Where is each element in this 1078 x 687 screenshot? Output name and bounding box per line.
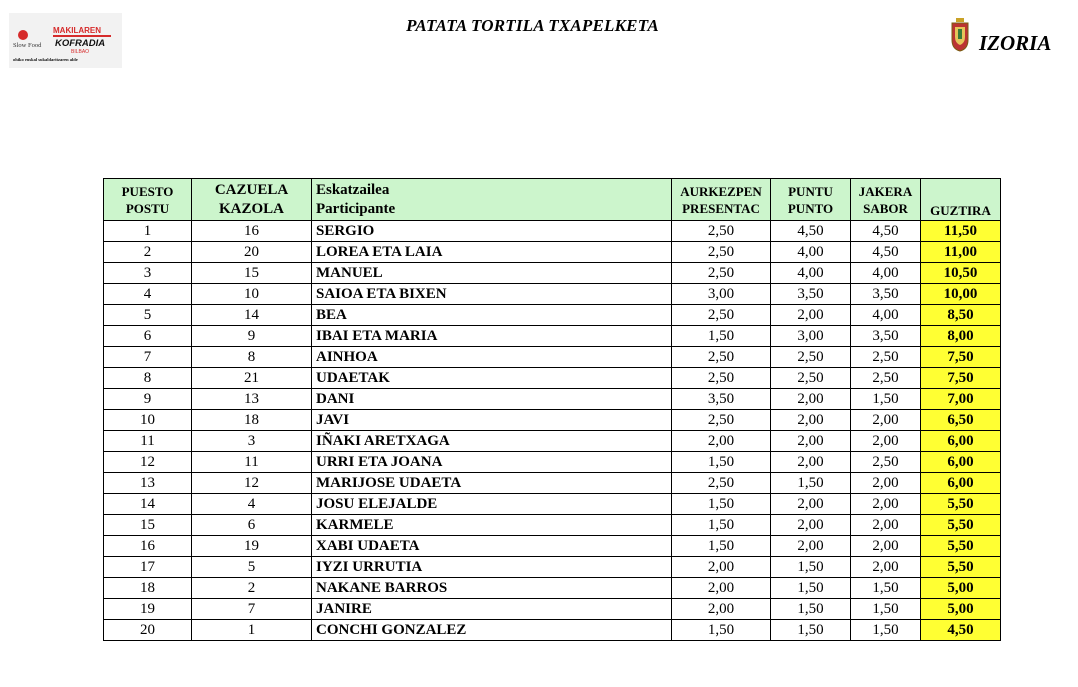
sabor-score: 2,00 bbox=[851, 494, 921, 515]
col-header-presentacion-es: PRESENTAC bbox=[682, 200, 760, 216]
cazuela-cell: 9 bbox=[192, 326, 312, 347]
col-header-presentacion bbox=[672, 179, 771, 221]
cazuela-cell: 20 bbox=[192, 242, 312, 263]
total-score: 4,50 bbox=[921, 620, 1001, 641]
sabor-score: 2,50 bbox=[851, 368, 921, 389]
tagline-text: ohiko euskal sukaldaritzaren alde bbox=[13, 57, 78, 62]
cazuela-cell: 12 bbox=[192, 473, 312, 494]
sabor-score: 2,00 bbox=[851, 515, 921, 536]
total-score: 6,00 bbox=[921, 452, 1001, 473]
table-row bbox=[104, 389, 1001, 410]
presentacion-score: 1,50 bbox=[672, 452, 771, 473]
cazuela-cell: 18 bbox=[192, 410, 312, 431]
presentacion-score: 2,00 bbox=[672, 599, 771, 620]
punto-score: 2,00 bbox=[771, 452, 851, 473]
total-score: 11,50 bbox=[921, 221, 1001, 242]
puesto-cell: 4 bbox=[104, 284, 192, 305]
col-header-puesto-es: PUESTO bbox=[121, 183, 174, 199]
sabor-score: 1,50 bbox=[851, 389, 921, 410]
sabor-score: 2,50 bbox=[851, 452, 921, 473]
cazuela-cell: 21 bbox=[192, 368, 312, 389]
table-row bbox=[104, 284, 1001, 305]
presentacion-score: 2,50 bbox=[672, 368, 771, 389]
cazuela-cell: 4 bbox=[192, 494, 312, 515]
kofradia-logo bbox=[9, 13, 122, 68]
presentacion-score: 2,00 bbox=[672, 557, 771, 578]
col-header-participante-eu: Eskatzailea bbox=[316, 181, 390, 198]
punto-score: 1,50 bbox=[771, 557, 851, 578]
puesto-cell: 13 bbox=[104, 473, 192, 494]
col-header-presentacion-eu: AURKEZPEN bbox=[680, 183, 762, 199]
punto-score: 2,00 bbox=[771, 494, 851, 515]
presentacion-score: 2,50 bbox=[672, 473, 771, 494]
participant-name: IBAI ETA MARIA bbox=[312, 326, 672, 347]
participant-name: BEA bbox=[312, 305, 672, 326]
table-row bbox=[104, 515, 1001, 536]
sabor-score: 2,00 bbox=[851, 431, 921, 452]
table-row bbox=[104, 578, 1001, 599]
presentacion-score: 2,50 bbox=[672, 242, 771, 263]
total-score: 10,00 bbox=[921, 284, 1001, 305]
puesto-cell: 15 bbox=[104, 515, 192, 536]
col-header-cazuela-es: CAZUELA bbox=[214, 181, 289, 198]
brand-top-text: MAKILAREN bbox=[53, 26, 101, 35]
puesto-cell: 8 bbox=[104, 368, 192, 389]
col-header-punto-es: PUNTO bbox=[787, 200, 834, 216]
presentacion-score: 2,50 bbox=[672, 221, 771, 242]
col-header-puesto-eu: POSTU bbox=[125, 200, 170, 216]
total-score: 7,50 bbox=[921, 347, 1001, 368]
puesto-cell: 19 bbox=[104, 599, 192, 620]
presentacion-score: 2,00 bbox=[672, 431, 771, 452]
izoria-label: IZORIA bbox=[979, 31, 1052, 55]
presentacion-score: 1,50 bbox=[672, 620, 771, 641]
col-header-punto-eu: PUNTU bbox=[788, 183, 833, 199]
punto-score: 2,00 bbox=[771, 305, 851, 326]
total-score: 7,50 bbox=[921, 368, 1001, 389]
sabor-score: 2,00 bbox=[851, 536, 921, 557]
total-score: 8,50 bbox=[921, 305, 1001, 326]
total-score: 10,50 bbox=[921, 263, 1001, 284]
sabor-score: 2,00 bbox=[851, 410, 921, 431]
coat-of-arms-icon bbox=[950, 18, 970, 57]
table-row bbox=[104, 326, 1001, 347]
puesto-cell: 9 bbox=[104, 389, 192, 410]
table-row bbox=[104, 347, 1001, 368]
cazuela-cell: 6 bbox=[192, 515, 312, 536]
total-score: 11,00 bbox=[921, 242, 1001, 263]
cazuela-cell: 7 bbox=[192, 599, 312, 620]
participant-name: MANUEL bbox=[312, 263, 672, 284]
punto-score: 2,50 bbox=[771, 347, 851, 368]
puesto-cell: 2 bbox=[104, 242, 192, 263]
participant-name: KARMELE bbox=[312, 515, 672, 536]
col-header-cazuela-eu: KAZOLA bbox=[218, 200, 284, 217]
punto-score: 2,00 bbox=[771, 431, 851, 452]
table-row bbox=[104, 452, 1001, 473]
presentacion-score: 3,50 bbox=[672, 389, 771, 410]
punto-score: 1,50 bbox=[771, 620, 851, 641]
punto-score: 1,50 bbox=[771, 578, 851, 599]
punto-score: 3,50 bbox=[771, 284, 851, 305]
total-score: 5,50 bbox=[921, 557, 1001, 578]
sabor-score: 1,50 bbox=[851, 620, 921, 641]
col-header-punto bbox=[771, 179, 851, 221]
participant-name: LOREA ETA LAIA bbox=[312, 242, 672, 263]
table-header-row bbox=[104, 179, 1001, 221]
total-score: 5,50 bbox=[921, 515, 1001, 536]
total-score: 5,50 bbox=[921, 536, 1001, 557]
table-row bbox=[104, 473, 1001, 494]
col-header-participante bbox=[312, 179, 672, 221]
presentacion-score: 2,50 bbox=[672, 347, 771, 368]
cazuela-cell: 11 bbox=[192, 452, 312, 473]
puesto-cell: 7 bbox=[104, 347, 192, 368]
participant-name: URRI ETA JOANA bbox=[312, 452, 672, 473]
sabor-score: 3,50 bbox=[851, 326, 921, 347]
cazuela-cell: 13 bbox=[192, 389, 312, 410]
sabor-score: 2,50 bbox=[851, 347, 921, 368]
col-header-sabor bbox=[851, 179, 921, 221]
slow-food-snail-icon bbox=[18, 30, 28, 40]
participant-name: MARIJOSE UDAETA bbox=[312, 473, 672, 494]
cazuela-cell: 14 bbox=[192, 305, 312, 326]
presentacion-score: 2,50 bbox=[672, 263, 771, 284]
presentacion-score: 2,00 bbox=[672, 578, 771, 599]
participant-name: JOSU ELEJALDE bbox=[312, 494, 672, 515]
col-header-sabor-es: SABOR bbox=[863, 200, 908, 216]
participant-name: XABI UDAETA bbox=[312, 536, 672, 557]
participant-name: SERGIO bbox=[312, 221, 672, 242]
cazuela-cell: 16 bbox=[192, 221, 312, 242]
puesto-cell: 14 bbox=[104, 494, 192, 515]
punto-score: 2,00 bbox=[771, 536, 851, 557]
table-row bbox=[104, 557, 1001, 578]
total-score: 6,50 bbox=[921, 410, 1001, 431]
table-row bbox=[104, 221, 1001, 242]
punto-score: 2,00 bbox=[771, 410, 851, 431]
puesto-cell: 11 bbox=[104, 431, 192, 452]
presentacion-score: 3,00 bbox=[672, 284, 771, 305]
punto-score: 2,00 bbox=[771, 389, 851, 410]
presentacion-score: 1,50 bbox=[672, 536, 771, 557]
presentacion-score: 2,50 bbox=[672, 410, 771, 431]
punto-score: 1,50 bbox=[771, 599, 851, 620]
table-row bbox=[104, 242, 1001, 263]
cazuela-cell: 1 bbox=[192, 620, 312, 641]
col-header-cazuela bbox=[192, 179, 312, 221]
col-header-total: GUZTIRA bbox=[921, 179, 1001, 221]
sabor-score: 2,00 bbox=[851, 557, 921, 578]
puesto-cell: 12 bbox=[104, 452, 192, 473]
puesto-cell: 17 bbox=[104, 557, 192, 578]
participant-name: AINHOA bbox=[312, 347, 672, 368]
total-score: 5,50 bbox=[921, 494, 1001, 515]
participant-name: IÑAKI ARETXAGA bbox=[312, 431, 672, 452]
puesto-cell: 16 bbox=[104, 536, 192, 557]
cazuela-cell: 15 bbox=[192, 263, 312, 284]
sabor-score: 3,50 bbox=[851, 284, 921, 305]
punto-score: 1,50 bbox=[771, 473, 851, 494]
cazuela-cell: 19 bbox=[192, 536, 312, 557]
puesto-cell: 18 bbox=[104, 578, 192, 599]
presentacion-score: 2,50 bbox=[672, 305, 771, 326]
total-score: 6,00 bbox=[921, 431, 1001, 452]
cazuela-cell: 2 bbox=[192, 578, 312, 599]
results-table bbox=[103, 178, 1001, 641]
puesto-cell: 6 bbox=[104, 326, 192, 347]
cazuela-cell: 10 bbox=[192, 284, 312, 305]
table-row bbox=[104, 431, 1001, 452]
table-row bbox=[104, 536, 1001, 557]
brand-city-text: BILBAO bbox=[71, 49, 90, 55]
table-row bbox=[104, 494, 1001, 515]
participant-name: UDAETAK bbox=[312, 368, 672, 389]
participant-name: IYZI URRUTIA bbox=[312, 557, 672, 578]
total-score: 8,00 bbox=[921, 326, 1001, 347]
sabor-score: 4,50 bbox=[851, 221, 921, 242]
presentacion-score: 1,50 bbox=[672, 326, 771, 347]
col-header-puesto bbox=[104, 179, 192, 221]
table-row bbox=[104, 263, 1001, 284]
presentacion-score: 1,50 bbox=[672, 494, 771, 515]
puesto-cell: 20 bbox=[104, 620, 192, 641]
sabor-score: 1,50 bbox=[851, 599, 921, 620]
puesto-cell: 10 bbox=[104, 410, 192, 431]
cazuela-cell: 8 bbox=[192, 347, 312, 368]
table-row bbox=[104, 620, 1001, 641]
table-row bbox=[104, 599, 1001, 620]
total-score: 5,00 bbox=[921, 578, 1001, 599]
total-score: 7,00 bbox=[921, 389, 1001, 410]
total-score: 6,00 bbox=[921, 473, 1001, 494]
slow-food-text: Slow Food bbox=[13, 42, 42, 49]
sabor-score: 1,50 bbox=[851, 578, 921, 599]
punto-score: 2,00 bbox=[771, 515, 851, 536]
presentacion-score: 1,50 bbox=[672, 515, 771, 536]
sabor-score: 2,00 bbox=[851, 473, 921, 494]
sabor-score: 4,00 bbox=[851, 305, 921, 326]
cazuela-cell: 3 bbox=[192, 431, 312, 452]
punto-score: 4,00 bbox=[771, 263, 851, 284]
puesto-cell: 3 bbox=[104, 263, 192, 284]
table-row bbox=[104, 368, 1001, 389]
punto-score: 3,00 bbox=[771, 326, 851, 347]
participant-name: SAIOA ETA BIXEN bbox=[312, 284, 672, 305]
punto-score: 4,00 bbox=[771, 242, 851, 263]
participant-name: CONCHI GONZALEZ bbox=[312, 620, 672, 641]
brand-main-text: KOFRADIA bbox=[55, 38, 106, 49]
participant-name: JAVI bbox=[312, 410, 672, 431]
participant-name: DANI bbox=[312, 389, 672, 410]
sabor-score: 4,50 bbox=[851, 242, 921, 263]
puesto-cell: 1 bbox=[104, 221, 192, 242]
puesto-cell: 5 bbox=[104, 305, 192, 326]
sabor-score: 4,00 bbox=[851, 263, 921, 284]
table-row bbox=[104, 305, 1001, 326]
page-title: PATATA TORTILA TXAPELKETA bbox=[406, 16, 659, 35]
col-header-sabor-eu: JAKERA bbox=[858, 183, 913, 199]
punto-score: 2,50 bbox=[771, 368, 851, 389]
punto-score: 4,50 bbox=[771, 221, 851, 242]
table-row bbox=[104, 410, 1001, 431]
cazuela-cell: 5 bbox=[192, 557, 312, 578]
total-score: 5,00 bbox=[921, 599, 1001, 620]
col-header-participante-es: Participante bbox=[316, 200, 396, 217]
participant-name: NAKANE BARROS bbox=[312, 578, 672, 599]
participant-name: JANIRE bbox=[312, 599, 672, 620]
